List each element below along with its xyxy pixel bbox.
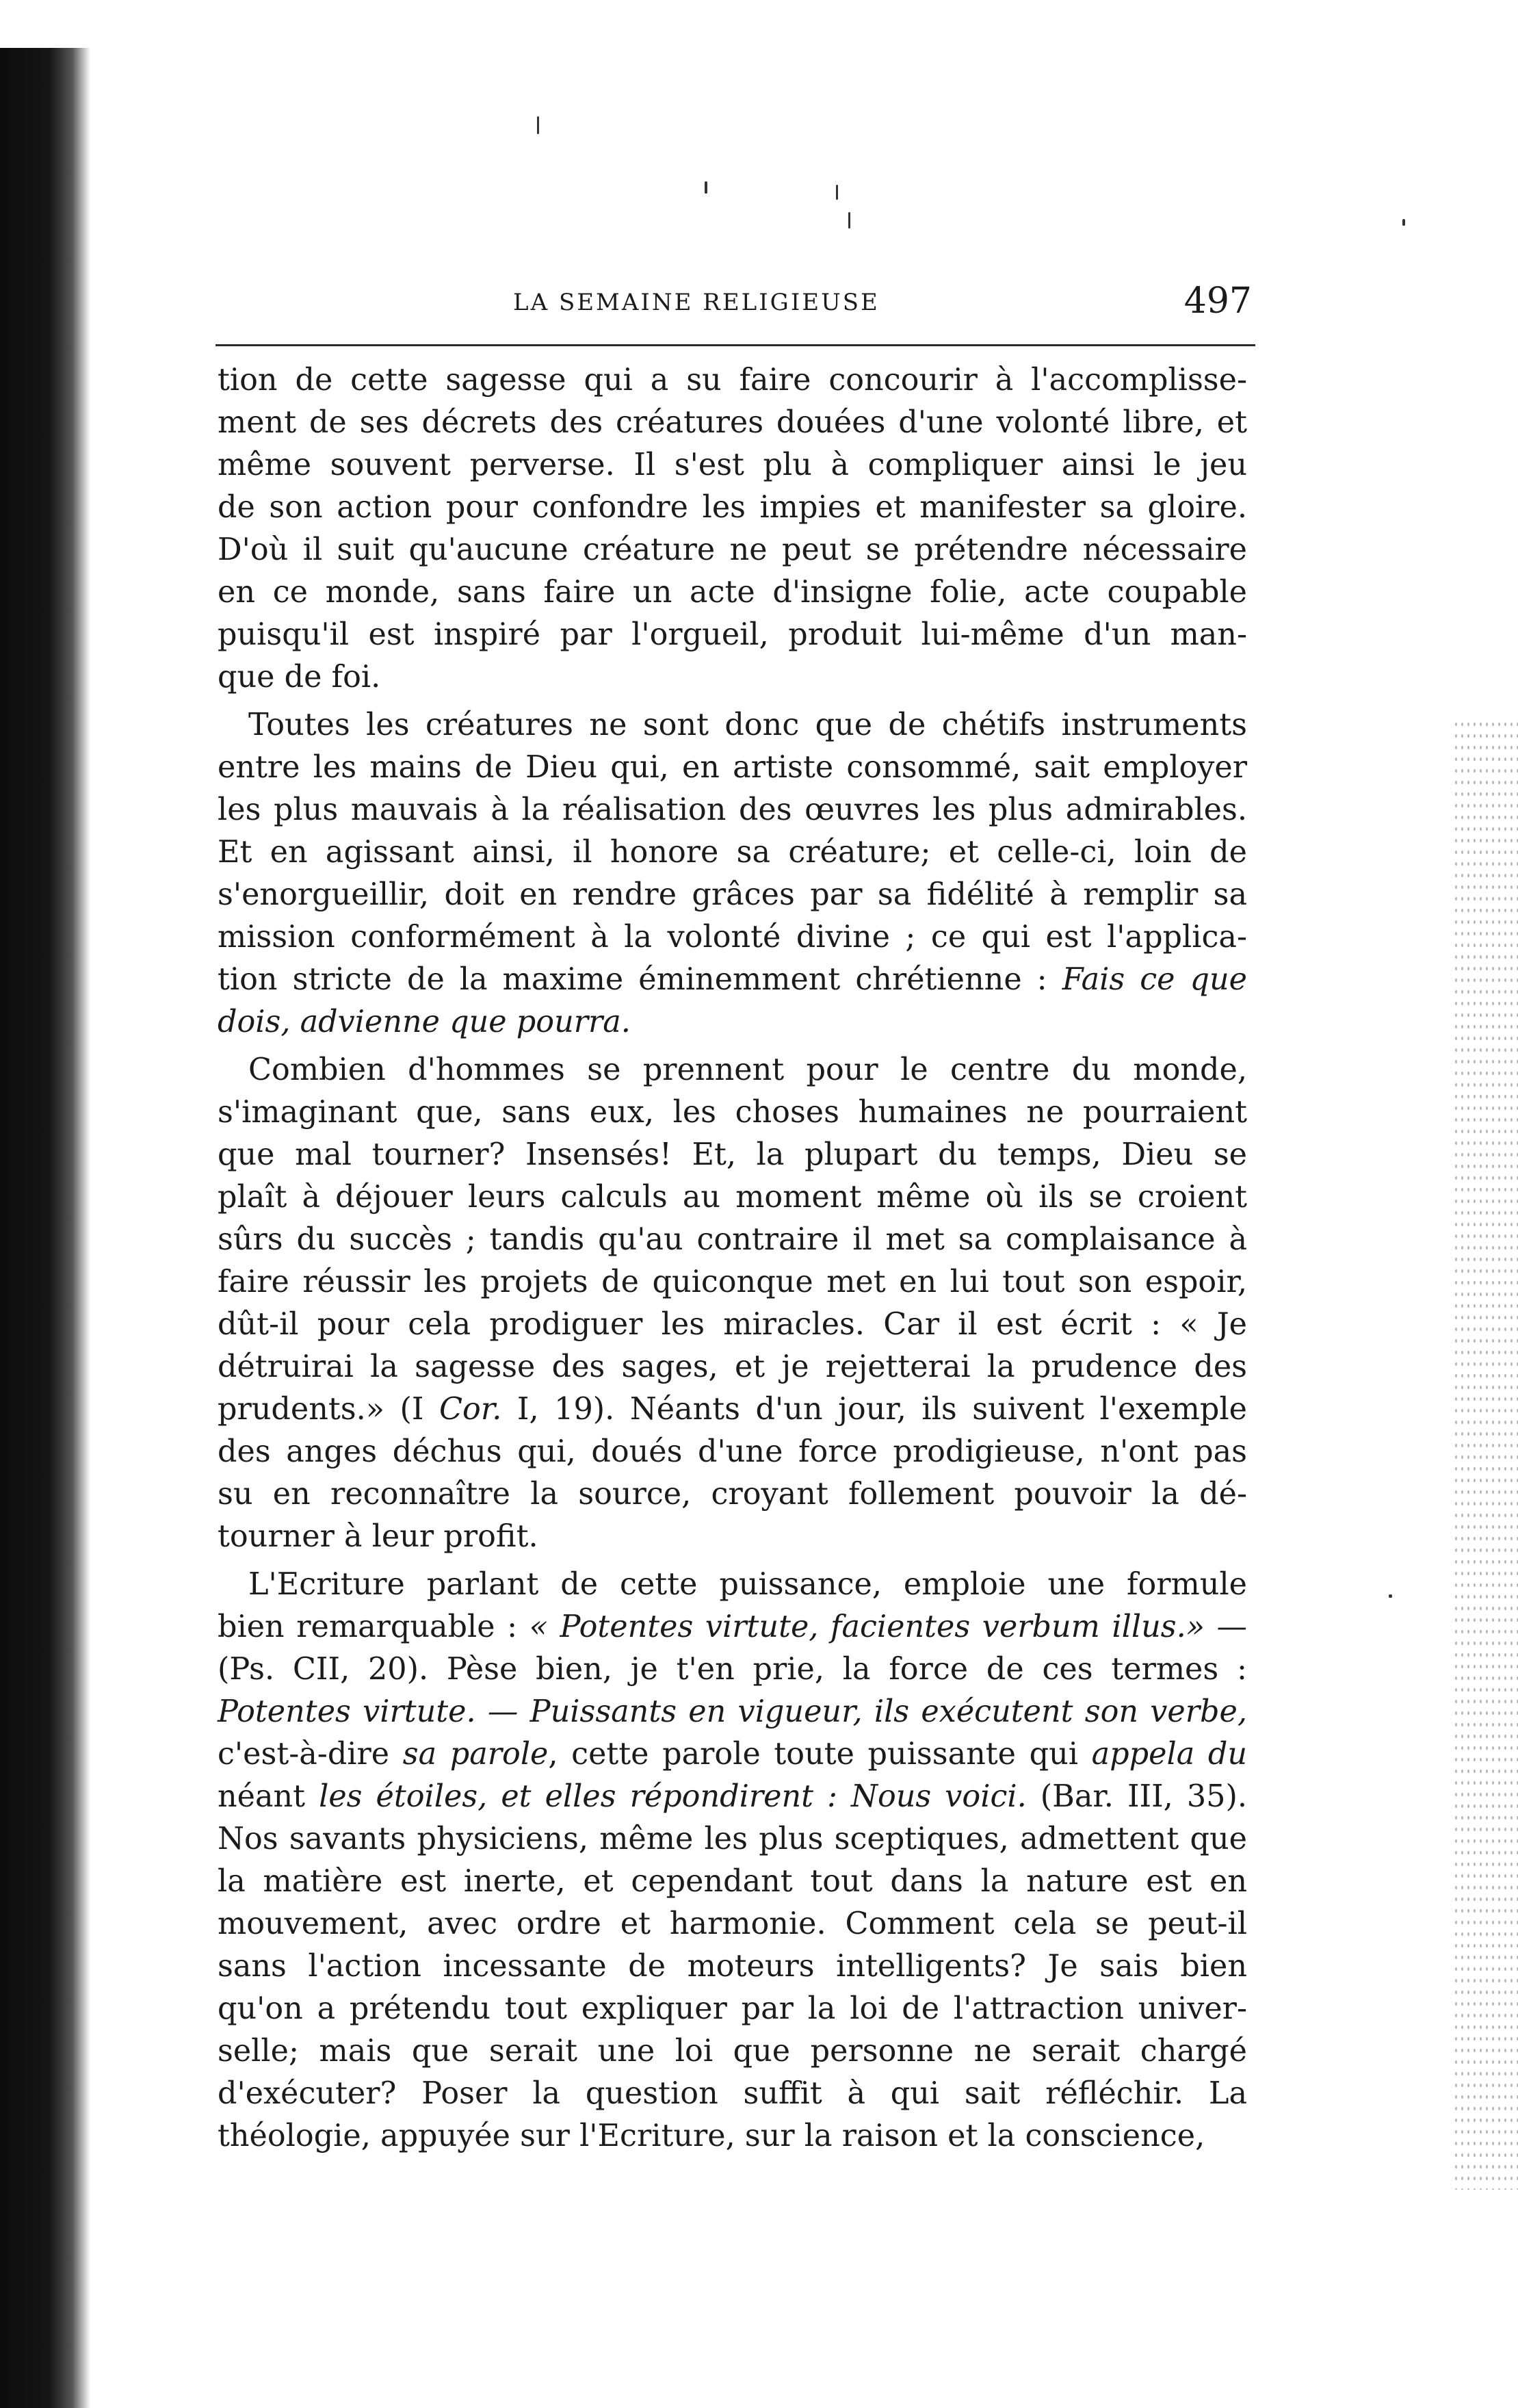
italic-run: « Potentes virtute, facientes verbum illus.» — xyxy=(529,1609,1247,1644)
text-line: que mal tourner? Insensés! Et, la plupart du temps, Dieu se xyxy=(218,1137,1247,1172)
text-line: D'où il suit qu'aucune créature ne peut se prétendre nécessaire xyxy=(218,532,1247,567)
text-line xyxy=(218,1001,1247,1044)
text-line: su en reconnaître la source, croyant follement pouvoir la dé- xyxy=(218,1477,1247,1512)
text-line: même souvent perverse. Il s'est plu à compliquer ainsi le jeu xyxy=(218,448,1247,482)
text-line xyxy=(218,959,1247,1001)
scan-dust xyxy=(836,185,838,200)
text-run: c'est-à-dire xyxy=(218,1737,390,1772)
text-line: tourner à leur profit. xyxy=(218,1519,538,1554)
text-line: puisqu'il est inspiré par l'orgueil, produit lui-même d'un man- xyxy=(218,617,1247,652)
scan-dust xyxy=(705,181,707,194)
text-line xyxy=(218,1388,1247,1431)
text-line: L'Ecriture parlant de cette puissance, emploie une formule xyxy=(248,1567,1247,1602)
italic-run: sa parole xyxy=(402,1737,549,1772)
text-line xyxy=(218,1776,1247,1818)
text-line: la matière est inerte, et cependant tout dans la nature est en xyxy=(218,1864,1247,1899)
italic-run: Cor. xyxy=(439,1392,502,1427)
italic-run: les étoiles, et elles répondirent : Nous voici. xyxy=(319,1779,1027,1814)
text-run: bien remarquable : xyxy=(218,1609,518,1644)
italic-run: Fais ce que xyxy=(1062,962,1248,997)
text-line: sûrs du succès ; tandis qu'au contraire il met sa complaisance à xyxy=(218,1222,1247,1257)
text-run: , cette parole toute puissante qui xyxy=(548,1737,1079,1772)
text-line: Toutes les créatures ne sont donc que de chétifs instruments xyxy=(248,708,1247,742)
text-line: selle; mais que serait une loi que personne ne serait chargé xyxy=(218,2034,1247,2069)
text-line: faire réussir les projets de quiconque met en lui tout son espoir, xyxy=(218,1265,1247,1299)
header-rule xyxy=(215,344,1255,346)
text-line: des anges déchus qui, doués d'une force prodigieuse, n'ont pas xyxy=(218,1434,1247,1469)
text-line: Nos savants physiciens, même les plus sceptiques, admettent que xyxy=(218,1822,1247,1856)
text-run: Néants d'un jour, ils suivent l'exemple xyxy=(629,1392,1247,1427)
text-line: entre les mains de Dieu qui, en artiste consommé, sait employer xyxy=(218,750,1247,785)
text-run: néant xyxy=(218,1779,306,1814)
text-line: mouvement, avec ordre et harmonie. Comment cela se peut-il xyxy=(218,1906,1247,1941)
text-line: que de foi. xyxy=(218,660,381,695)
text-line: s'enorgueillir, doit en rendre grâces par sa fidélité à remplir sa xyxy=(218,877,1247,912)
text-line: mission conformément à la volonté divine ; ce qui est l'applica- xyxy=(218,920,1247,955)
text-line xyxy=(218,1606,1247,1648)
text-line: en ce monde, sans faire un acte d'insigne folie, acte coupable xyxy=(218,575,1247,610)
text-run: tion stricte de la maxime éminemment chrétienne : xyxy=(218,962,1047,997)
scan-noise-margin xyxy=(1453,718,1518,2190)
text-line: s'imaginant que, sans eux, les choses humaines ne pourraient xyxy=(218,1095,1247,1130)
text-line xyxy=(218,1691,1247,1733)
scan-dust xyxy=(1402,219,1405,226)
text-line: d'exécuter? Poser la question suffit à qui sait réfléchir. La xyxy=(218,2076,1247,2111)
text-line: (Ps. CII, 20). Pèse bien, je t'en prie, la force de ces termes : xyxy=(218,1652,1247,1687)
page-number: 497 xyxy=(1183,281,1252,322)
text-line: de son action pour confondre les impies et manifester sa gloire. xyxy=(218,490,1247,525)
italic-run: dois, advienne que pourra. xyxy=(218,1005,631,1039)
body-text xyxy=(218,359,1247,2158)
text-run: (Bar. III, 35). xyxy=(1040,1779,1247,1814)
text-line xyxy=(218,1733,1247,1776)
text-line: les plus mauvais à la réalisation des œuvres les plus admirables. xyxy=(218,792,1247,827)
text-run: prudents.» (I xyxy=(218,1392,424,1427)
text-line: sans l'action incessante de moteurs intelligents? Je sais bien xyxy=(218,1949,1247,1984)
book-binding-edge xyxy=(0,48,90,2408)
italic-run: Potentes virtute. — Puissants en vigueur, ils exécutent son verbe, xyxy=(218,1694,1247,1729)
text-line: théologie, appuyée sur l'Ecriture, sur la raison et la conscience, xyxy=(218,2119,1205,2153)
running-head xyxy=(205,281,1252,335)
italic-run: appela du xyxy=(1091,1737,1247,1772)
running-title: LA SEMAINE RELIGIEUSE xyxy=(513,289,880,316)
text-run: I, 19). xyxy=(516,1392,615,1427)
scan-dust xyxy=(537,116,539,134)
text-line: plaît à déjouer leurs calculs au moment même où ils se croient xyxy=(218,1180,1247,1215)
scan-dust xyxy=(1389,1594,1392,1598)
text-line: ment de ses décrets des créatures douées d'une volonté libre, et xyxy=(218,405,1247,440)
text-line: détruirai la sagesse des sages, et je rejetterai la prudence des xyxy=(218,1349,1247,1384)
scan-dust xyxy=(848,212,850,229)
text-line: Et en agissant ainsi, il honore sa créature; et celle-ci, loin de xyxy=(218,835,1247,870)
text-line: qu'on a prétendu tout expliquer par la loi de l'attraction univer- xyxy=(218,1991,1247,2026)
text-line: dût-il pour cela prodiguer les miracles. Car il est écrit : « Je xyxy=(218,1307,1247,1342)
text-line: tion de cette sagesse qui a su faire concourir à l'accomplisse- xyxy=(218,363,1247,398)
text-line: Combien d'hommes se prennent pour le centre du monde, xyxy=(248,1052,1247,1087)
